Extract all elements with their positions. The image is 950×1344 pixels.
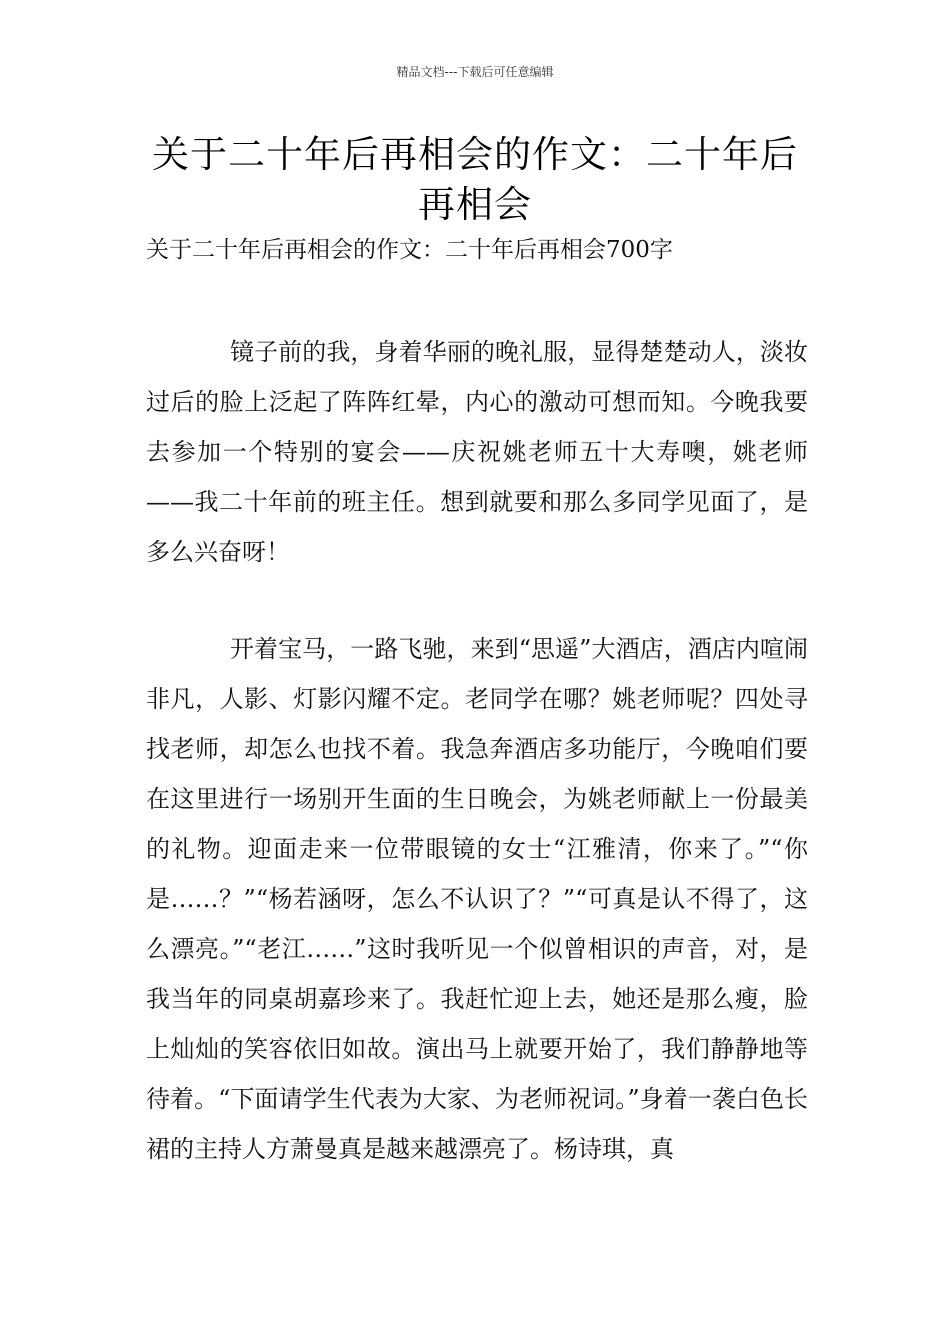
- document-subtitle: 关于二十年后再相会的作文：二十年后再相会700字: [146, 237, 673, 263]
- paragraph-text: 开着宝马，一路飞驰，来到“思遥”大酒店，酒店内喧闹非凡，人影、灯影闪耀不定。老同学在哪？姚老师呢？四处寻找老师，却怎么也找不着。我急奔酒店多功能厅，今晚咱们要在这里进行一场别开生面的生日晚会，为姚老师献上一份最美的礼物。迎面走来一位带眼镜的女士“江雅清，你来了。”“你是……？”“杨若涵呀，怎么不认识了？”“可真是认不得了，这么漂亮。”“老江……”这时我听见一个似曾相识的声音，对，是我当年的同桌胡嘉珍来了。我赶忙迎上去，她还是那么瘦，脸上灿灿的笑容依旧如故。演出马上就要开始了，我们静静地等待着。“下面请学生代表为大家、为老师祝词。”身着一袭白色长裙的主持人方萧曼真是越来越漂亮了。杨诗琪，真: [146, 635, 808, 1163]
- paragraph-text: 镜子前的我，身着华丽的晚礼服，显得楚楚动人，淡妆过后的脸上泛起了阵阵红晕，内心的激动可想而知。今晚我要去参加一个特别的宴会——庆祝姚老师五十大寿噢，姚老师——我二十年前的班主任。想到就要和那么多同学见面了，是多么兴奋呀！: [146, 338, 808, 566]
- document-title: 关于二十年后再相会的作文：二十年后再相会: [152, 133, 798, 226]
- body-paragraph-1: [146, 327, 808, 577]
- header-note: 精品文档---下载后可任意编辑: [396, 65, 554, 79]
- body-paragraph-2: [146, 624, 808, 1174]
